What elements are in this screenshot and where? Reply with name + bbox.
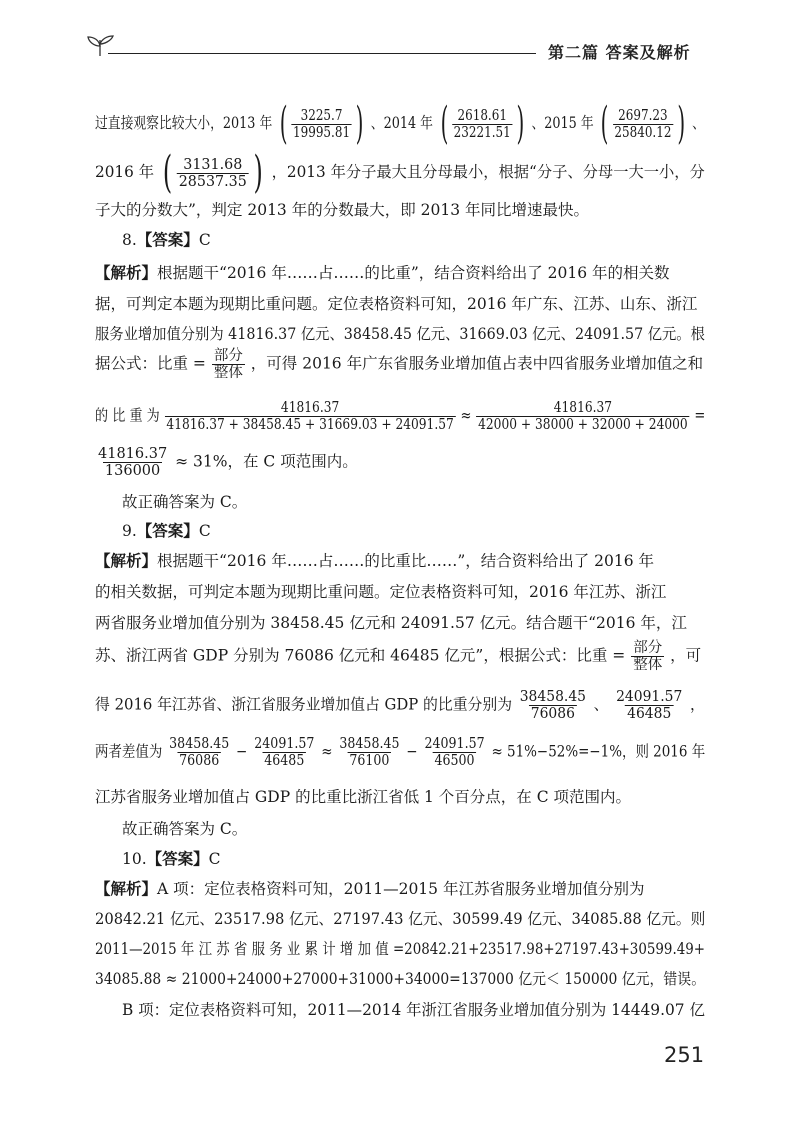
- parenthesized-fraction: ( $\frac{2697.23}{25840.12}$ ): [600, 98, 685, 149]
- text-line: 2011—2015 年 江 苏 省 服 务 业 累 计 增 加 值 =20842.21+23517.98+27197.43+30599.49+: [95, 940, 706, 958]
- text-line: 【解析】根据题干“2016 年……占……的比重”，结合资料给出了 2016 年的相关数: [95, 264, 670, 282]
- text-line: 2016 年 ( $\frac{3131.68}{28537.35}$ ) ，2013 年分子最大且分母最小，根据“分子、分母一大一小，分: [95, 147, 705, 198]
- header-rule: [108, 53, 536, 54]
- text-line: 两省服务业增加值分别为 38458.45 亿元和 24091.57 亿元。结合题干“2016 年，江: [95, 614, 687, 632]
- fraction: $\frac{\text{部分}}{\text{整体}}$: [633, 640, 663, 673]
- conclusion-line: 故正确答案为 C。: [122, 493, 248, 511]
- text-line: 苏、浙江两省 GDP 分别为 76086 亿元和 46485 亿元”，根据公式：比重 = $\frac{\text{部分}}{\text{整体}}$ ，可: [95, 640, 702, 673]
- fraction: $\frac{24091.57}{46500}$: [424, 736, 485, 769]
- parenthesized-fraction: ( $\frac{3131.68}{28537.35}$ ): [162, 147, 263, 198]
- fraction: $\frac{41816.37}{41816.37 + 38458.45 + 31669.03 + 24091.57}$: [166, 400, 454, 433]
- text-line: 据公式：比重 = $\frac{\text{部分}}{\text{整体}}$ ，可得 2016 年广东省服务业增加值占表中四省服务业增加值之和: [95, 348, 704, 381]
- fraction: $\frac{38458.45}{76086}$: [169, 736, 230, 769]
- text-line: 子大的分数大”，判定 2013 年的分数最大，即 2013 年同比增速最快。: [95, 201, 590, 219]
- text-line: B 项：定位表格资料可知，2011—2014 年浙江省服务业增加值分别为 14449.07 亿: [122, 1001, 705, 1019]
- question-9-answer: 9.【答案】C: [122, 522, 211, 540]
- parenthesized-fraction: ( $\frac{2618.61}{23221.51}$ ): [440, 98, 525, 149]
- fraction: $\frac{41816.37}{42000 + 38000 + 32000 + 24000}$: [478, 400, 688, 433]
- leaf-sprout-icon: [84, 34, 118, 58]
- text-line: 的相关数据，可判定本题为现期比重问题。定位表格资料可知，2016 年江苏、浙江: [95, 583, 667, 601]
- fraction: $\frac{38458.45}{76086}$: [519, 689, 587, 722]
- text-line: 得 2016 年江苏省、浙江省服务业增加值占 GDP 的比重分别为 $\frac{38458.45}{76086}$ 、 $\frac{24091.57}{46485}$ ，: [95, 689, 705, 722]
- text-line: 【解析】根据题干“2016 年……占……的比重比……”，结合资料给出了 2016 年: [95, 552, 655, 570]
- text-line: $\frac{41816.37}{136000}$ ≈ 31%，在 C 项范围内。: [98, 446, 358, 479]
- question-8-answer: 8.【答案】C: [122, 231, 211, 249]
- fraction: $\frac{41816.37}{136000}$: [98, 446, 168, 479]
- conclusion-line: 故正确答案为 C。: [122, 820, 248, 838]
- text-line: 江苏省服务业增加值占 GDP 的比重比浙江省低 1 个百分点，在 C 项范围内。: [95, 788, 632, 806]
- fraction: $\frac{24091.57}{46485}$: [616, 689, 683, 722]
- question-10-answer: 10.【答案】C: [122, 850, 221, 868]
- text-line: 过直接观察比较大小，2013 年 ( $\frac{3225.7}{19995.81}$ ) 、2014 年 ( $\frac{2618.61}{23221.51}$ ) 、2015 年 ( $\frac{2697.23}{25840.12}$ ) 、: [95, 98, 705, 149]
- text-line: 【解析】A 项：定位表格资料可知，2011—2015 年江苏省服务业增加值分别为: [95, 880, 645, 898]
- text-line: 20842.21 亿元、23517.98 亿元、27197.43 亿元、30599.49 亿元、34085.88 亿元。则: [95, 910, 706, 928]
- text-line: 服务业增加值分别为 41816.37 亿元、38458.45 亿元、31669.03 亿元、24091.57 亿元。根: [95, 325, 705, 343]
- header-title: 第二篇 答案及解析: [548, 43, 691, 62]
- fraction: $\frac{24091.57}{46485}$: [254, 736, 315, 769]
- fraction: $\frac{\text{部分}}{\text{整体}}$: [213, 348, 243, 381]
- parenthesized-fraction: ( $\frac{3225.7}{19995.81}$ ): [279, 98, 364, 149]
- page-number: 251: [664, 1043, 705, 1067]
- text-line: 据，可判定本题为现期比重问题。定位表格资料可知，2016 年广东、江苏、山东、浙江: [95, 295, 698, 313]
- text-line: 的 比 重 为 $\frac{41816.37}{41816.37 + 38458.45 + 31669.03 + 24091.57}$ ≈ $\frac{41816.37}{42000 + 38000 + 32000 + 24000}$ =: [95, 400, 706, 433]
- fraction: $\frac{38458.45}{76100}$: [339, 736, 400, 769]
- text-line: 34085.88 ≈ 21000+24000+27000+31000+34000=137000 亿元＜ 150000 亿元，错误。: [95, 970, 706, 988]
- text-line: 两者差值为 $\frac{38458.45}{76086}$ − $\frac{24091.57}{46485}$ ≈ $\frac{38458.45}{76100}$ − $\frac{24091.57}{46500}$ ≈ 51%−52%=−1%，则 2016 年: [95, 736, 706, 769]
